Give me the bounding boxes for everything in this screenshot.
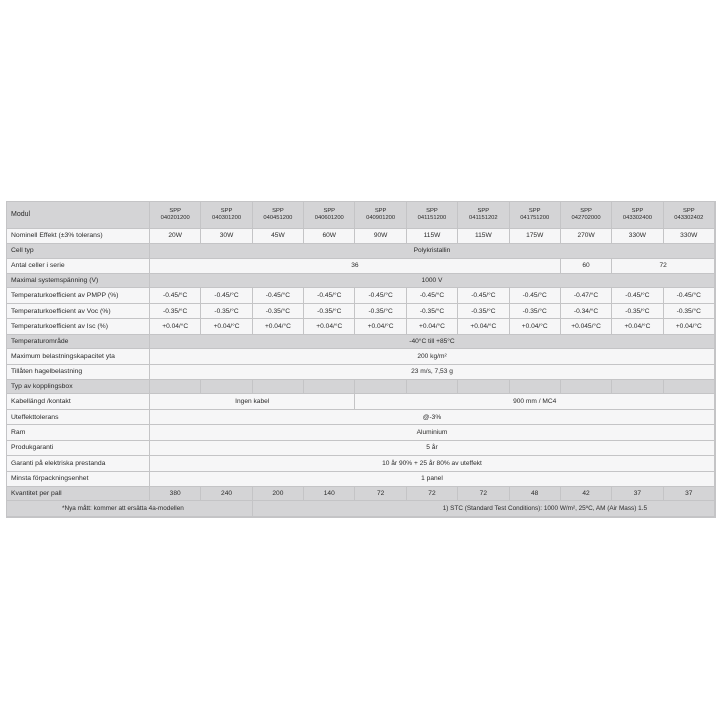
model-header: SPP 043302400 (612, 202, 663, 229)
cell-value: +0.04/°C (253, 319, 304, 334)
table-row (7, 288, 715, 303)
cell-value: -0.45/°C (201, 288, 252, 303)
cell-value: 23 m/s, 7,53 g (150, 365, 715, 380)
cell-value: -0.45/°C (355, 288, 406, 303)
row-label: Temperaturkoefficient av Voc (%) (7, 304, 150, 319)
cell-value: -0.35/°C (510, 304, 561, 319)
cell-value: +0.04/°C (664, 319, 715, 334)
table-row (7, 425, 715, 440)
cell-value: +0.04/°C (510, 319, 561, 334)
cell-value (664, 380, 715, 394)
row-label: Temperaturkoefficient av Isc (%) (7, 319, 150, 334)
header-row (7, 202, 715, 229)
row-label: Modul (7, 202, 150, 229)
cell-value: 200 (253, 487, 304, 501)
table-row (7, 319, 715, 334)
model-header: SPP 040451200 (253, 202, 304, 229)
cell-value: +0.04/°C (355, 319, 406, 334)
cell-value: @-3% (150, 410, 715, 425)
table-row (7, 394, 715, 409)
cell-value: Ingen kabel (150, 394, 355, 409)
cell-value: 36 (150, 259, 561, 274)
cell-value: +0.04/°C (612, 319, 663, 334)
cell-value: 140 (304, 487, 355, 501)
cell-value: 30W (201, 229, 252, 244)
row-label: Cell typ (7, 244, 150, 258)
cell-value: 72 (407, 487, 458, 501)
table-row (7, 472, 715, 487)
cell-value: 330W (612, 229, 663, 244)
cell-value: Polykristallin (150, 244, 715, 258)
table-row (7, 410, 715, 425)
cell-value (150, 380, 201, 394)
cell-value (201, 380, 252, 394)
table-row (7, 365, 715, 380)
cell-value: 10 år 90% + 25 år 80% av uteffekt (150, 456, 715, 471)
cell-value: 900 mm / MC4 (355, 394, 715, 409)
cell-value: -0.47/°C (561, 288, 612, 303)
row-label: Maximum belastningskapacitet yta (7, 349, 150, 364)
cell-value: 380 (150, 487, 201, 501)
row-label: Typ av kopplingsbox (7, 380, 150, 394)
cell-value: -0.35/°C (458, 304, 509, 319)
cell-value: 45W (253, 229, 304, 244)
cell-value (304, 380, 355, 394)
table-row (7, 349, 715, 364)
model-header: SPP 041151202 (458, 202, 509, 229)
cell-value: 72 (458, 487, 509, 501)
table-row (7, 335, 715, 349)
cell-value: 115W (407, 229, 458, 244)
cell-value: 20W (150, 229, 201, 244)
row-label: Kvantitet per pall (7, 487, 150, 501)
table-row (7, 274, 715, 288)
cell-value: -0.35/°C (253, 304, 304, 319)
row-label: Tillåten hagelbelastning (7, 365, 150, 380)
cell-value: 115W (458, 229, 509, 244)
cell-value: -40°C till +85°C (150, 335, 715, 349)
cell-value (355, 380, 406, 394)
cell-value: Aluminium (150, 425, 715, 440)
table-row (7, 380, 715, 394)
cell-value: 1000 V (150, 274, 715, 288)
cell-value: 240 (201, 487, 252, 501)
table-row (7, 456, 715, 471)
model-header: SPP 040601200 (304, 202, 355, 229)
cell-value: 72 (355, 487, 406, 501)
cell-value: 37 (612, 487, 663, 501)
cell-value: 270W (561, 229, 612, 244)
cell-value: -0.35/°C (612, 304, 663, 319)
cell-value: -0.34/°C (561, 304, 612, 319)
cell-value: -0.35/°C (664, 304, 715, 319)
model-header: SPP 043302402 (664, 202, 715, 229)
row-label: Maximal systemspänning (V) (7, 274, 150, 288)
table-row (7, 244, 715, 258)
cell-value: -0.45/°C (458, 288, 509, 303)
cell-value: 200 kg/m² (150, 349, 715, 364)
table-row (7, 229, 715, 244)
model-header: SPP 040901200 (355, 202, 406, 229)
cell-value: 60W (304, 229, 355, 244)
cell-value: 5 år (150, 441, 715, 456)
model-header: SPP 040201200 (150, 202, 201, 229)
cell-value: -0.45/°C (253, 288, 304, 303)
cell-value: 37 (664, 487, 715, 501)
row-label: Produkgaranti (7, 441, 150, 456)
cell-value (612, 380, 663, 394)
row-label: Nominell Effekt (±3% tolerans) (7, 229, 150, 244)
table-row (7, 441, 715, 456)
cell-value (458, 380, 509, 394)
cell-value: 175W (510, 229, 561, 244)
cell-value: 90W (355, 229, 406, 244)
table-row (7, 487, 715, 501)
cell-value: -0.35/°C (201, 304, 252, 319)
cell-value: +0.04/°C (201, 319, 252, 334)
cell-value: -0.45/°C (664, 288, 715, 303)
cell-value: -0.35/°C (304, 304, 355, 319)
table-row (7, 304, 715, 319)
model-header: SPP 041151200 (407, 202, 458, 229)
cell-value (253, 380, 304, 394)
model-header: SPP 040301200 (201, 202, 252, 229)
cell-value: 60 (561, 259, 612, 274)
cell-value (561, 380, 612, 394)
cell-value: -0.45/°C (150, 288, 201, 303)
cell-value: -0.45/°C (510, 288, 561, 303)
cell-value: -0.45/°C (407, 288, 458, 303)
spec-table (6, 201, 716, 518)
row-label: Temperaturkoefficient av PMPP (%) (7, 288, 150, 303)
cell-value: +0.04/°C (407, 319, 458, 334)
footnote-right: 1) STC (Standard Test Conditions): 1000 W/m², 25ºC, AM (Air Mass) 1.5 (253, 501, 715, 517)
cell-value: +0.04/°C (304, 319, 355, 334)
table-row (7, 259, 715, 274)
row-label: Minsta förpackningsenhet (7, 472, 150, 487)
cell-value: +0.04/°C (150, 319, 201, 334)
cell-value: 72 (612, 259, 715, 274)
model-header: SPP 042702000 (561, 202, 612, 229)
cell-value: -0.45/°C (612, 288, 663, 303)
cell-value: -0.35/°C (407, 304, 458, 319)
cell-value (407, 380, 458, 394)
row-label: Uteffekttolerans (7, 410, 150, 425)
cell-value: +0.045/°C (561, 319, 612, 334)
model-header: SPP 041751200 (510, 202, 561, 229)
cell-value: 48 (510, 487, 561, 501)
row-label: Antal celler i serie (7, 259, 150, 274)
row-label: Kabellängd /kontakt (7, 394, 150, 409)
row-label: Garanti på elektriska prestanda (7, 456, 150, 471)
row-label: Temperaturområde (7, 335, 150, 349)
footnote-left: *Nya mått: kommer att ersätta 4a-modellen (7, 501, 253, 517)
row-label: Ram (7, 425, 150, 440)
cell-value: 330W (664, 229, 715, 244)
cell-value: -0.45/°C (304, 288, 355, 303)
cell-value (510, 380, 561, 394)
cell-value: -0.35/°C (355, 304, 406, 319)
cell-value: +0.04/°C (458, 319, 509, 334)
footnote-row (7, 501, 715, 517)
cell-value: 42 (561, 487, 612, 501)
cell-value: -0.35/°C (150, 304, 201, 319)
cell-value: 1 panel (150, 472, 715, 487)
